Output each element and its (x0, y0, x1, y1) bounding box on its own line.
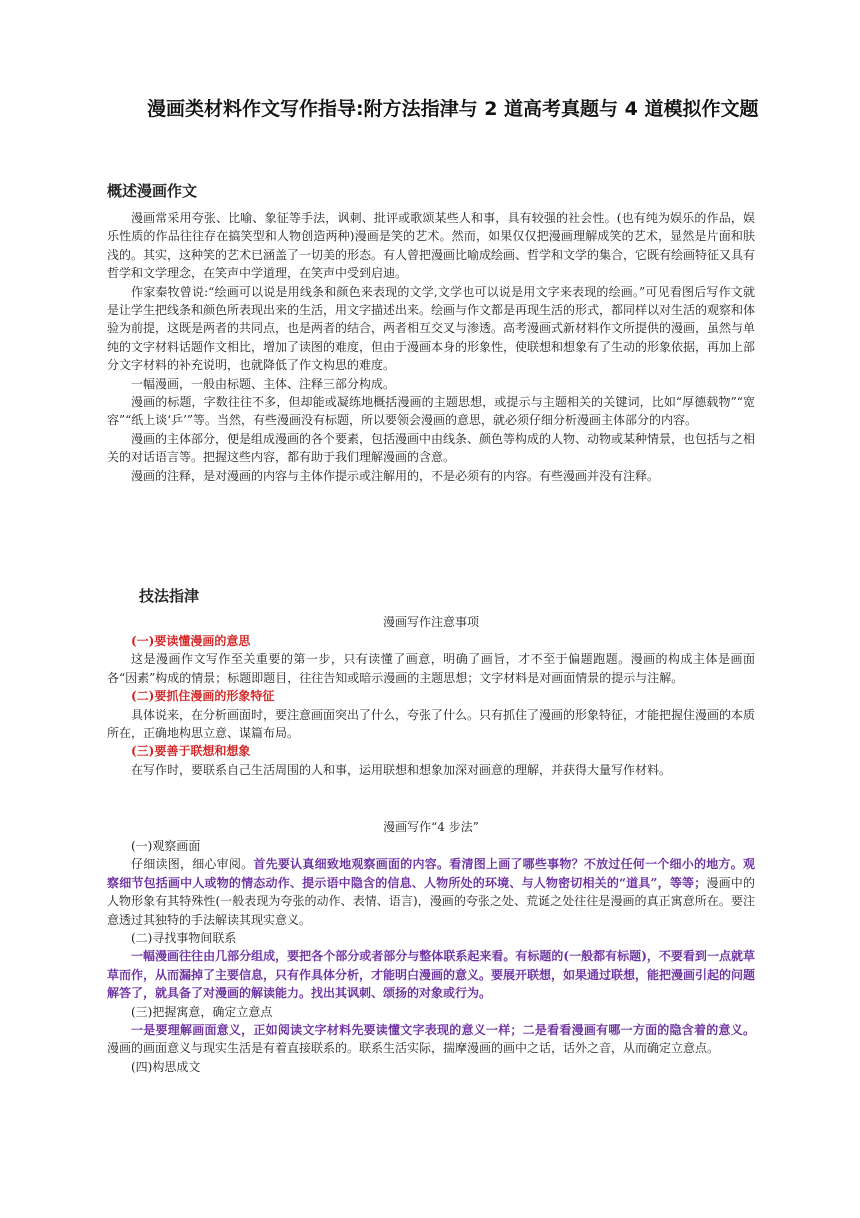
step-text (107, 855, 755, 929)
note-label: (三)要善于联想和想象 (131, 744, 251, 759)
step-text (107, 1021, 755, 1058)
step-label: (二)寻找事物间联系 (131, 931, 237, 946)
note-label: (一)要读懂漫画的意思 (131, 634, 251, 648)
step-emphasis-text: 一幅漫画往往由几部分组成，要把各个部分或者部分与整体联系起来看。有标题的(一般都有标题)，不要看到一点就草草而作，从而漏掉了主要信息，只有作具体分析，才能明白漫画的意义。要展开联想，如果通过联想，能把漫画引起的问题解答了，就具备了对漫画的解读能力。找出其讽刺、颂扬的对象或行为。 (107, 949, 756, 1001)
step-label: (四)构思成文 (131, 1059, 201, 1074)
step-text (107, 947, 755, 1002)
step-plain-text: 漫画中的人物形象有其特殊性(一般表现为夸张的动作、表情、语言)，漫画的夸张之处、荒诞之处往往是漫画的真正寓意所在。要注意透过其独特的手法解读其现实意义。 (107, 875, 755, 927)
overview-paragraph: 漫画的注释，是对漫画的内容与主体作提示或注解用的，不是必须有的内容。有些漫画并没有注释。 (131, 468, 660, 483)
section-heading-overview: 概述漫画作文 (107, 182, 198, 200)
overview-body (107, 209, 755, 485)
steps-body (107, 837, 755, 1076)
section-heading-techniques: 技法指津 (139, 587, 200, 605)
notes-body (107, 632, 755, 779)
overview-paragraph: 漫画的标题，字数往往不多，但却能或凝练地概括漫画的主题思想，或提示与主题相关的关键词，比如“厚德载物”“宽容”“纸上谈‘乒’”等。当然，有些漫画没有标题，所以要领会漫画的意思，就必须仔细分析漫画主体部分的内容。 (107, 395, 755, 428)
step-label: (三)把握寓意，确定立意点 (131, 1004, 273, 1019)
step-emphasis-text: 一是要理解画面意义，正如阅读文字材料先要读懂文字表现的意义一样；二是看看漫画有哪一方面的隐含着的意义。 (131, 1023, 755, 1038)
step-plain-text: 漫画的画面意义与现实生活是有着直接联系的。联系生活实际，揣摩漫画的画中之话，话外之音，从而确定立意点。 (107, 1041, 720, 1056)
document-title: 漫画类材料作文写作指导:附方法指津与 2 道高考真题与 4 道模拟作文题 (147, 98, 759, 120)
note-text: 这是漫画作文写作至关重要的第一步，只有读懂了画意，明确了画旨，才不至于偏题跑题。漫画的构成主体是画面各“因素”构成的情景；标题即题目，往往告知或暗示漫画的主题思想；文字材料是对画面情景的提示与注解。 (107, 652, 755, 685)
note-text: 在写作时，要联系自己生活周围的人和事，运用联想和想象加深对画意的理解，并获得大量写作材料。 (131, 762, 672, 777)
step-emphasis-text: 首先要认真细致地观察画面的内容。看清图上画了哪些事物？不放过任何一个细小的地方。观察细节包括画中人或物的情态动作、提示语中隐含的信息、人物所处的环境、与人物密切相关的“道具”，等等； (107, 857, 755, 890)
subheading-notes: 漫画写作注意事项 (382, 615, 479, 629)
overview-paragraph: 一幅漫画，一般由标题、主体、注释三部分构成。 (131, 376, 396, 391)
subheading-4-steps: 漫画写作“4 步法” (383, 820, 479, 834)
overview-paragraph: 漫画的主体部分，便是组成漫画的各个要素，包括漫画中由线条、颜色等构成的人物、动物或某种情景，也包括与之相关的对话语言等。把握这些内容，都有助于我们理解漫画的含意。 (107, 431, 756, 465)
overview-paragraph: 漫画常采用夸张、比喻、象征等手法，讽刺、批评或歌颂某些人和事，具有较强的社会性。(也有纯为娱乐的作品，娱乐性质的作品往往存在搞笑型和人物创造两种)漫画是笑的艺术。然而，如果仅仅把漫画理解成笑的艺术，显然是片面和肤浅的。其实，这种笑的艺术已涵盖了一切美的形态。有人曾把漫画比喻成绘画、哲学和文学的集合，它既有绘画特征又具有哲学和文学理念，在笑声中学道理，在笑声中受到启迪。 (107, 211, 756, 281)
note-label: (二)要抓住漫画的形象特征 (131, 689, 275, 704)
step-plain-text: 仔细读图，细心审阅。 (131, 857, 254, 872)
note-text: 具体说来，在分析画面时，要注意画面突出了什么，夸张了什么。只有抓住了漫画的形象特征，才能把握住漫画的本质所在，正确地构思立意、谋篇布局。 (107, 707, 756, 741)
step-label: (一)观察画面 (131, 839, 201, 853)
overview-paragraph: 作家秦牧曾说:“绘画可以说是用线条和颜色来表现的文学,文学也可以说是用文字来表现的绘画。”可见看图后写作文就是让学生把线条和颜色所表现出来的生活，用文字描述出来。绘画与作文都是再现生活的形式，都同样以对生活的观察和体验为前提，这既是两者的共同点，也是两者的结合，两者相互交叉与渗透。高考漫画式新材料作文所提供的漫画，虽然与单纯的文字材料话题作文相比，增加了读图的难度，但由于漫画本身的形象性，使联想和想象有了生动的形象依据，再加上部分文字材料的补充说明，也就降低了作文构思的难度。 (107, 284, 756, 373)
